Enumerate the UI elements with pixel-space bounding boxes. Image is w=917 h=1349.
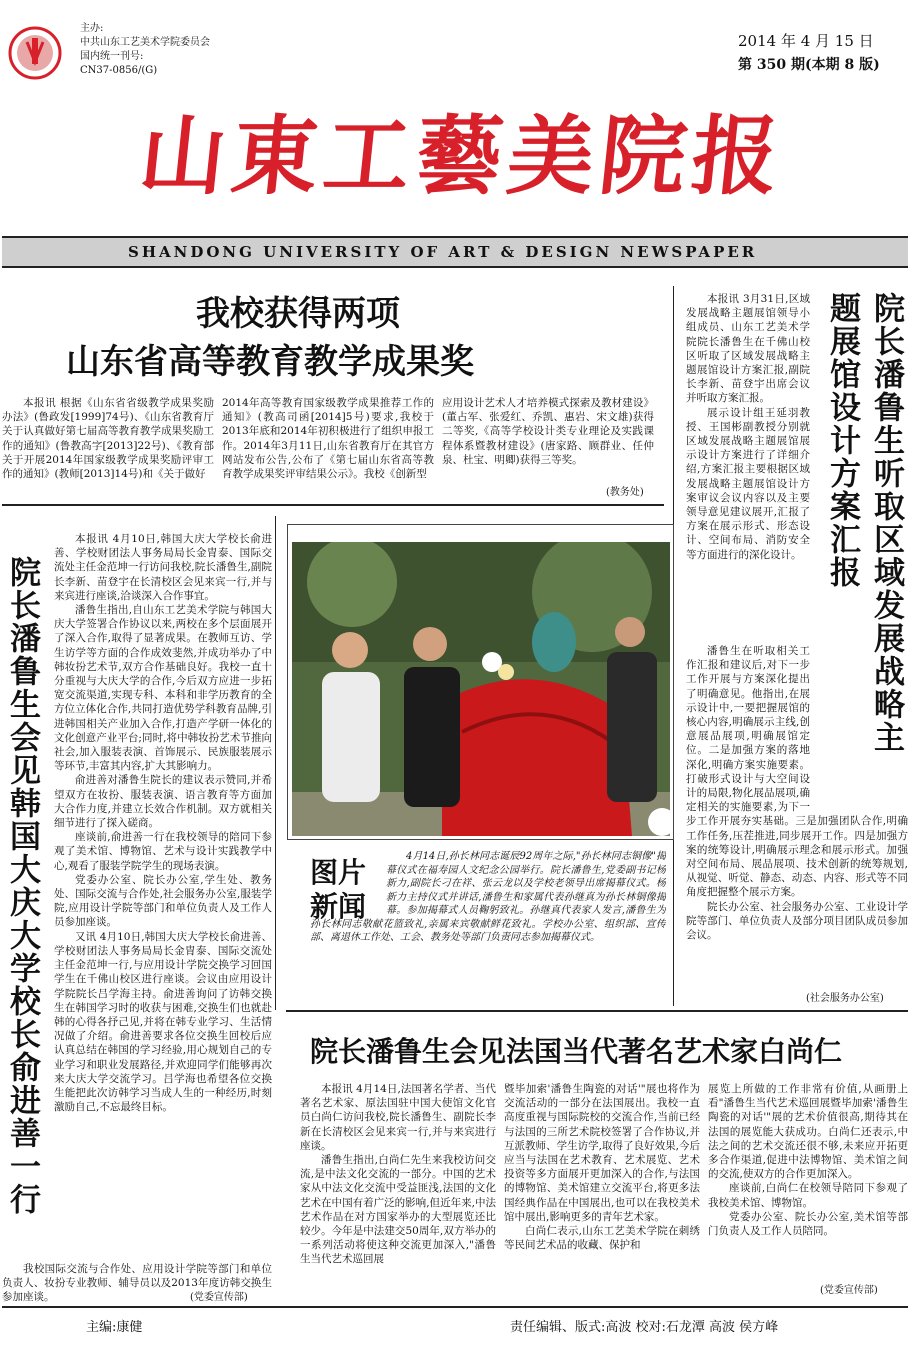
divider-article4 [286, 1010, 908, 1012]
article1-source: (教务处) [606, 487, 644, 498]
footer-staff: 责任编辑、版式:高波 校对:石龙潭 高波 侯方峰 [510, 1320, 779, 1335]
article2-p7: 我校国际交流与合作处、应用设计学院等部门和单位负责人、妆扮专业教师、辅导员以及2013年度访韩交换生参加座谈。 [2, 1263, 272, 1304]
article1-col1-text: 本报讯 根据《山东省省级教学成果奖励办法》(鲁政发[1999]74号)、《山东省教育厅关于认真做好第七届高等教育教学成果奖励工作的通知》(鲁教高字[2013]22号)、《教育部关于开展2014年国家级教学成果奖励评审工作的通知》(教师[2013]14号)和《关于做好 [2, 397, 214, 481]
article2-p1: 本报讯 4月10日,韩国大庆大学校长俞进善、学校财团法人事务局局长金胄泰、国际交流处主任金范坤一行访问我校,院长潘鲁生,副院长李新、苗登宇在长清校区会见来宾一行,并与来宾进行座谈,洽谈深入合作事宜。 [54, 533, 272, 602]
article2-p6: 又讯 4月10日,韩国大庆大学校长俞进善、学校财团法人事务局局长金胄泰、国际交流处主任金范坤一行,与应用设计学院交换学习回国学生在千佛山校区进行座谈。会议由应用设计学院院长吕学海主持。俞进善询问了访韩交换生在韩国学习时的收获与困难,交换生们也就赴韩的心得各抒己见,并将在韩专业学习、生活情况做了介绍。俞进善要求各位交换生回校后应认真总结在韩国的学习经验,用心规划自己的专业学习和职业发展路径,并欢迎同学们能够再次来大庆大学交流学习。吕学海也希望各位交换生能把此次访韩学习当成人生的一种经历,时刻激励自己,不忘最终目标。 [54, 930, 272, 1114]
divider-footer [2, 1306, 908, 1308]
article1-headline-1: 我校获得两项 [196, 294, 400, 334]
article4-col2-p2: 白尚仁表示,山东工艺美术学院在刺绣等民间艺术品的收藏、保护和 [504, 1225, 700, 1252]
article4-col3-p3: 党委办公室、院长办公室,美术馆等部门负责人及工作人员陪同。 [708, 1210, 908, 1238]
issn-number: CN37-0856/(G) [80, 65, 158, 76]
article1-headline-2: 山东省高等教育教学成果奖 [66, 342, 474, 382]
article4-col2-p1: 暨毕加索'潘鲁生陶瓷的对话'"展也将作为交流活动的一部分在法国展出。我校一直高度重视与国际院校的交流合作,当前已经与法国的三所艺术院校签署了合作协议,并互派教师、学生访学,取得了良好效果,今后应当与法国在艺术教育、艺术展览、艺术投资等多方面展开更加深入的合作,与法国的博物馆、美术馆建立交流平台,将更多法国经典作品在中国展出,也可以在我校美术馆中展出,影响更多的青年艺术家。 [504, 1083, 700, 1223]
issn-label: 国内统一刊号: [80, 51, 144, 62]
article4-col1-p1: 本报讯 4月14日,法国著名学者、当代著名艺术家、原法国驻中国大使馆文化官员白尚仁访问我校,院长潘鲁生、副院长李新在长清校区会见来宾一行,并与来宾进行座谈。 [300, 1083, 496, 1152]
sponsor-info [80, 22, 210, 78]
article2-source: (党委宣传部) [190, 1292, 248, 1303]
issue-date: 2014 年 4 月 15 日 [738, 32, 874, 50]
divider-article1 [2, 504, 664, 506]
article1-col2-text: 2014年高等教育国家级教学成果推荐工作的通知》(教高司函[2014]5号)要求,我校于2013年底和2014年初积极进行了组织申报工作。2014年3月11日,山东省教育厅在其官方网站发布公告,公布了《第七届山东省高等教育教学成果奖评审结果公示》。我校《创新型 [222, 397, 434, 481]
article2-p2: 潘鲁生指出,自山东工艺美术学院与韩国大庆大学签署合作协议以来,两校在多个层面展开了深入合作,取得了显著成果。在教师互访、学生访学等方面的合作成效斐然,并成功举办了中韩妆扮艺术节,双方合作基础良好。我校一直十分重视与大庆大学的合作,今后双方应进一步拓宽交流渠道,实现专科、本科和非学历教育的全方位立体化合作,共同打造优势学科教育品牌,引进韩国相关产业加入合作,打造产学研一体化的文化创意产业平台;同时,将中韩妆扮艺术节推向社会,加入服装表演、首饰展示、民族服装展示等环节,丰富其内容,扩大其影响力。 [54, 604, 272, 773]
divider-left-column [275, 516, 276, 1010]
photo-caption-text: 4月14日,孙长林同志诞辰92周年之际,"孙长林同志铜像"揭幕仪式在福寿园人文纪念公园举行。院长潘鲁生,党委副书记杨新力,副院长刁在祥、张云龙以及学校老领导出席揭幕仪式。杨新力主持仪式并讲话,潘鲁生和家属代表孙继真为孙长林铜像揭幕。参加揭幕式人员鞠躬致礼。孙继真代表家人发言,潘鲁生为孙长林同志敬献花篮致礼,亲属来宾敬献鲜花致礼。学校办公室、组织部、宣传部、离退休工作处、工会、教务处等部门负责同志参加揭幕仪式。 [310, 851, 666, 943]
article4-col2 [504, 1082, 700, 1296]
sponsor-name: 中共山东工艺美术学院委员会 [80, 37, 210, 48]
article4-source: (党委宣传部) [820, 1285, 878, 1296]
article2-p5: 党委办公室、院长办公室,学生处、教务处、国际交流与合作处,社会服务办公室,服装学院,应用设计学院等部门和单位负责人及工作人员参加座谈。 [54, 873, 272, 929]
article4-col1-p2: 潘鲁生指出,白尚仁先生来我校访问交流,是中法文化交流的一部分。中国的艺术家从中法文化交流中受益匪浅,法国的文化艺术在中国有着广泛的影响,但近年来,中法艺术作品在对方国家举办的大型展览还比较少。今年是中法建交50周年,双方举办的一系列活动将使这种交流更加深入,"潘鲁生当代艺术巡回展 [300, 1154, 496, 1266]
sponsor-label: 主办: [80, 23, 104, 34]
school-emblem [8, 26, 62, 80]
article1-col2 [222, 396, 434, 494]
newspaper-title: 山東工藝美院报 [134, 106, 790, 207]
english-title-band [2, 236, 908, 268]
article4-col3-p2: 座谈前,白尚仁在校领导陪同下参观了我校美术馆、博物馆。 [708, 1182, 908, 1209]
article3-bottom-body [686, 644, 908, 990]
photo-caption [310, 850, 666, 1000]
article4-col1 [300, 1082, 496, 1296]
article1-col3-text: 应用设计艺术人才培养模式探索及教材建设》(董占军、张爱红、乔凯、惠岩、宋文雄)获得二等奖,《高等学校设计类专业理论及实践课程体系暨教材建设》(唐家路、顾群业、任仲泉、杜宝、明卿)获得三等奖。 [442, 397, 654, 466]
article1-col1 [2, 396, 214, 494]
article3-p4: 院长办公室、社会服务办公室、工业设计学院等部门、单位负责人及部分项目团队成员参加会议。 [686, 900, 908, 942]
issue-number: 第 350 期(本期 8 版) [738, 57, 880, 73]
article2-p3: 俞进善对潘鲁生院长的建议表示赞同,并希望双方在妆扮、服装表演、语言教育等方面加大合作力度,并建立长效合作机制。双方就相关细节进行了探入磋商。 [54, 774, 272, 830]
article2-body [54, 532, 272, 1268]
article3-headline: 院长潘鲁生听取区域发展战略主题展馆设计方案汇报 [824, 292, 904, 754]
article3-p3: 潘鲁生在听取相关工作汇报和建议后,对下一步工作开展与方案深化提出了明确意见。他指出,在展示设计中,一要把握展馆的核心内容,明确展示主线,创意展品展项,明确展馆定位。二是加强方案的落地深化,明确方案实施要素。打破形式设计与大空间设计的局限,物化展品展项,确定相关的实施要素,为下一步工作开展夯实基础。三是加强团队合作,明确工作任务,压茬推进,同步展开工作。四是加强方案的统筹设计,明确展示理念和展示形式。加强对空间布局、展品展项、技术创新的统筹规划,从视觉、听觉、静态、动态、内容、形式等不同角度把握整个展示方案。 [686, 645, 908, 899]
english-title: SHANDONG UNIVERSITY OF ART & DESIGN NEWSPAPER [128, 243, 758, 261]
article1-col3 [442, 396, 654, 482]
article3-source: (社会服务办公室) [806, 993, 884, 1004]
article3-p2: 展示设计组王延羽教授、王国彬副教授分别就区域发展战略主题展馆展示设计方案进行了详细介绍,方案汇报主要根据区域发展战略主题展馆设计方案审议会议内容以及主要领导意见建议展开,汇报了方案在展示形式、形态设计、空间布局、消防安全等方面进行的深化设计。 [686, 406, 810, 561]
article2-headline: 院长潘鲁生会见韩国大庆大学校长俞进善一行 [4, 556, 40, 1216]
article4-headline: 院长潘鲁生会见法国当代著名艺术家白尚仁 [310, 1035, 843, 1068]
article4-col3 [708, 1082, 908, 1282]
news-photo [292, 542, 670, 836]
article2-p4: 座谈前,俞进善一行在我校领导的陪同下参观了美术馆、博物馆、艺术与设计实践教学中心,观看了服装学院学生的现场表演。 [54, 831, 272, 872]
footer-editor: 主编:康健 [86, 1320, 143, 1335]
photo-news-label: 图片新闻 [310, 856, 367, 923]
article4-col3-p1: 展览上所做的工作非常有价值,从画册上看"潘鲁生当代艺术巡回展暨毕加索'潘鲁生陶瓷的对话'"展的艺术价值很高,期待其在法国的展览能大获成功。白尚仁还表示,中法之间的艺术交流还很不够,未来应开拓更多合作渠道,促进中法博物馆、美术馆之间的交流,使双方的合作更加深入。 [708, 1083, 908, 1181]
article3-p1: 本报讯 3月31日,区域发展战略主题展馆领导小组成员、山东工艺美术学院院长潘鲁生在千佛山校区听取了区域发展战略主题展馆设计方案汇报,副院长李新、苗登宇出席会议并听取方案汇报。 [686, 293, 810, 405]
